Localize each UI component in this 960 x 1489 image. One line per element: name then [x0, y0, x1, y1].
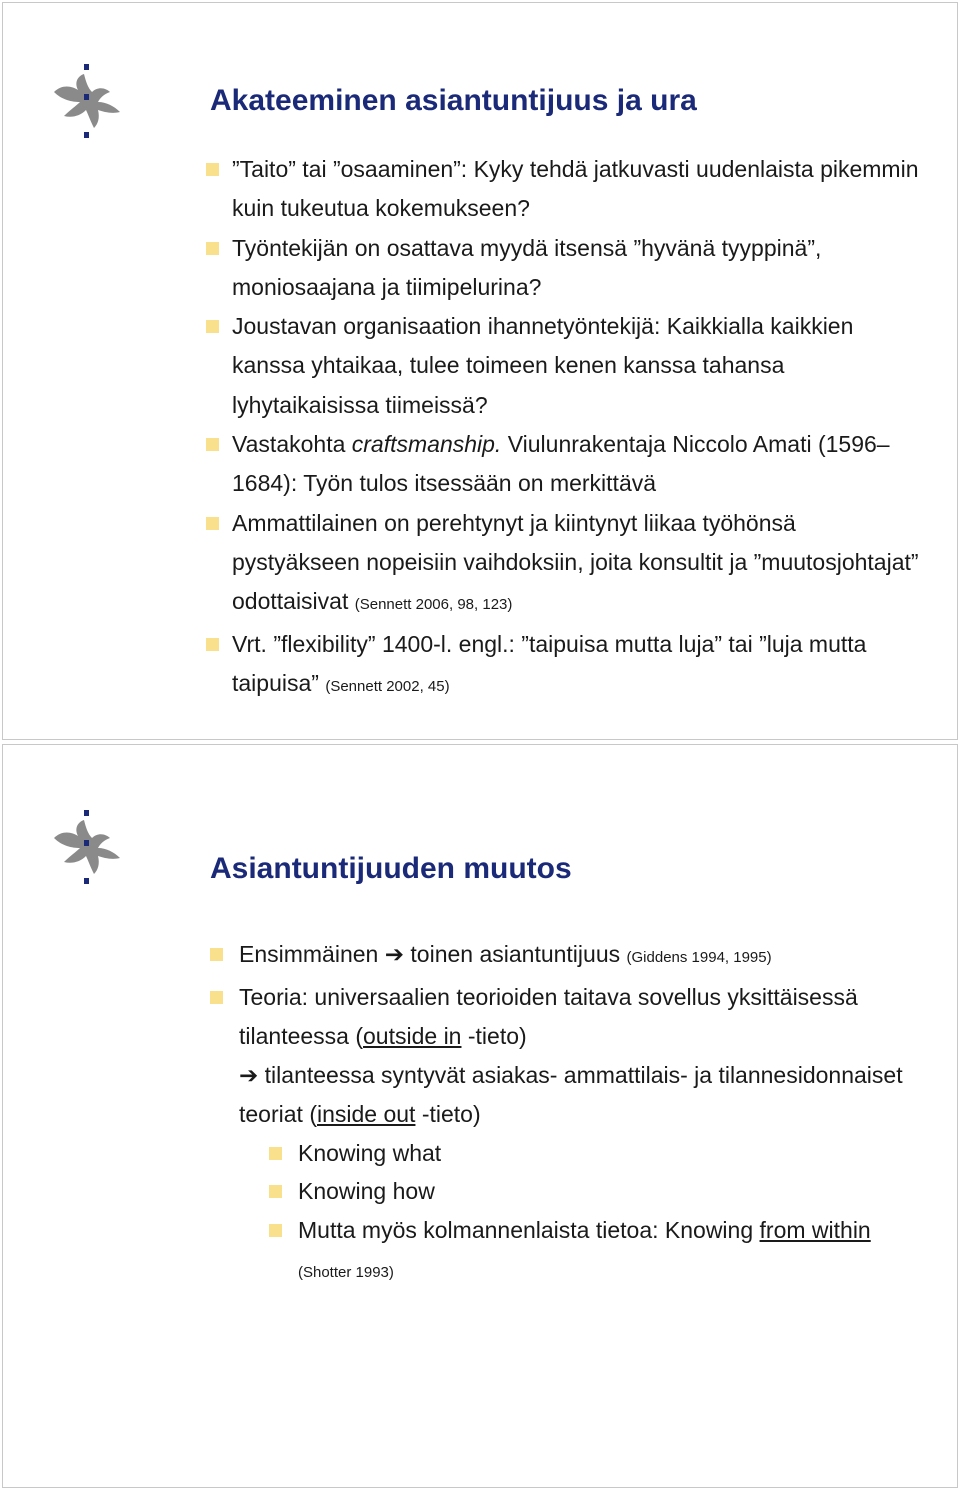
citation: (Shotter 1993) [298, 1264, 394, 1282]
citation: (Sennett 2006, 98, 123) [354, 596, 513, 614]
university-logo-icon [48, 62, 128, 142]
bullet-list [232, 150, 922, 706]
bullet-text: toinen asiantuntijuus [404, 941, 627, 967]
bullet-text: Viulunrakentaja Niccolo Amati (1596–1684): Työn tulos itsessään on merkittävä [232, 431, 890, 497]
bullet-text: Ammattilainen on perehtynyt ja kiintynyt liikaa työhönsä pystyäkseen nopeisiin vaihdoksiin, joita konsultit ja ”muutosjohtajat” odottaisivat [232, 509, 919, 615]
citation: (Sennett 2002, 45) [325, 677, 450, 695]
underlined-term: inside out [316, 1100, 416, 1127]
bullet-item: ”Taito” tai ”osaaminen”: Kyky tehdä jatkuvasti uudenlaista pikemmin kuin tukeutua kokemukseen? [232, 150, 922, 229]
sub-bullet-item [298, 1211, 929, 1293]
university-logo-icon [48, 808, 128, 888]
slide-title: Akateeminen asiantuntijuus ja ura [210, 84, 697, 117]
slide-title: Asiantuntijuuden muutos [210, 852, 572, 885]
bullet-text: Vrt. ”flexibility” 1400-l. engl.: ”taipuisa mutta luja” tai ”luja mutta taipuisa” [232, 630, 867, 696]
bullet-text: Mutta myös kolmannenlaista tietoa: Knowing [298, 1217, 760, 1244]
bullet-item: Työntekijän on osattava myydä itsensä ”hyvänä tyyppinä”, moniosaajana ja tiimipelurina? [232, 229, 922, 308]
bullet-item [239, 935, 929, 978]
right-arrow-icon: ➔ [384, 941, 405, 967]
sub-bullet-item: Knowing how [298, 1172, 929, 1211]
sub-bullet-item: Knowing what [298, 1134, 929, 1173]
underlined-term: outside in [363, 1022, 462, 1049]
bullet-list [239, 935, 929, 1293]
bullet-item: Joustavan organisaation ihannetyöntekijä: Kaikkialla kaikkien kanssa yhtaikaa, tulee toimeen kenen kanssa tahansa lyhytaikaisissa tiimeissä? [232, 307, 922, 425]
bullet-item [232, 425, 922, 504]
right-arrow-icon: ➔ [239, 1061, 259, 1088]
citation: (Giddens 1994, 1995) [626, 949, 772, 966]
bullet-item [232, 504, 922, 625]
slide-1 [0, 0, 960, 742]
bullet-text: Ensimmäinen [239, 941, 385, 967]
bullet-item [239, 978, 929, 1293]
bullet-item [232, 625, 922, 707]
bullet-text: -tieto) [415, 1100, 481, 1127]
emphasis-text: craftsmanship. [351, 431, 502, 458]
bullet-text: -tieto) [461, 1022, 527, 1049]
bullet-text: tilanteessa syntyvät asiakas- ammattilais- ja tilannesidonnaiset teoriat ( [239, 1061, 903, 1127]
bullet-text: Teoria: universaalien teorioiden taitava sovellus yksittäisessä tilanteessa ( [239, 983, 858, 1049]
slide-2 [0, 742, 960, 1489]
sub-bullet-list [239, 1134, 929, 1294]
underlined-term: from within [759, 1217, 871, 1244]
bullet-text: Vastakohta [232, 431, 352, 458]
